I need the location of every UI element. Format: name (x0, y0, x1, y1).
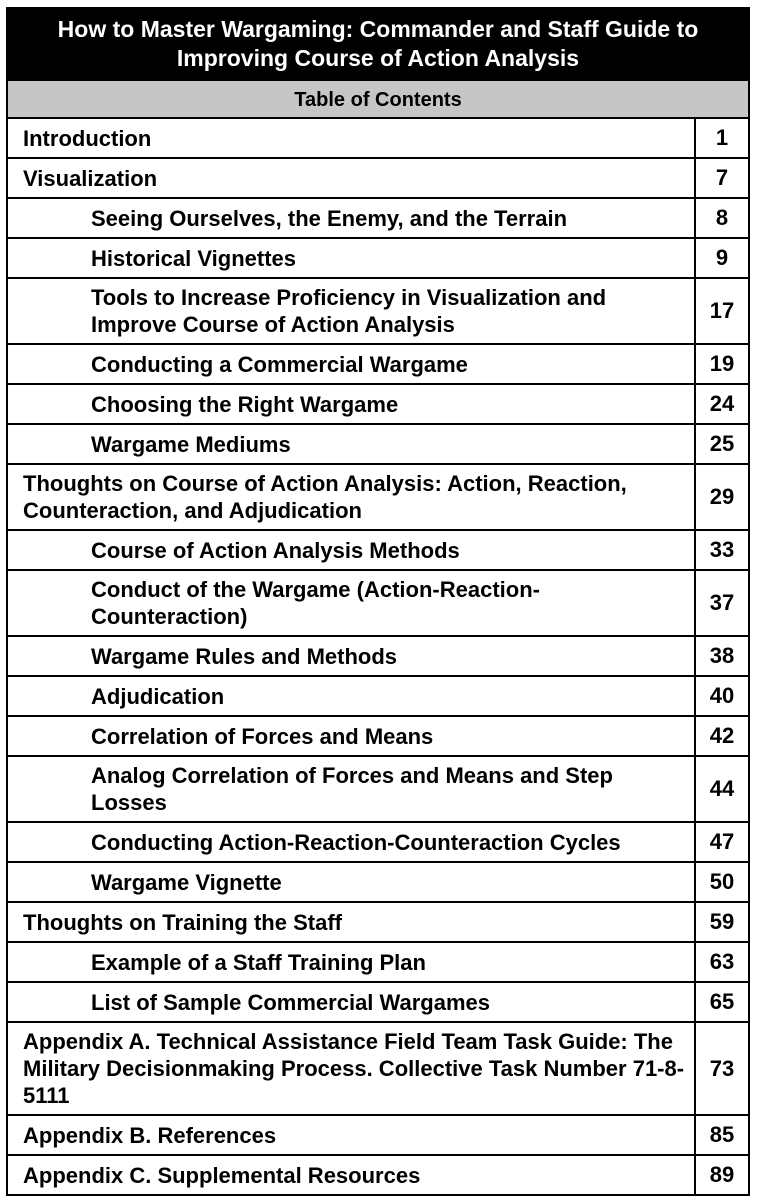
toc-page-number: 1 (715, 125, 729, 150)
toc-row[interactable] (8, 755, 748, 821)
toc-page-number: 85 (709, 1122, 735, 1147)
toc-entry-label[interactable]: Course of Action Analysis Methods (8, 531, 696, 569)
toc-entry-label[interactable]: Wargame Vignette (8, 863, 696, 901)
toc-row[interactable] (8, 117, 748, 157)
toc-page-number: 65 (709, 989, 735, 1014)
document-title-line-1: How to Master Wargaming: Commander and Staff Guide to (57, 16, 699, 42)
toc-page-number: 63 (709, 949, 735, 974)
toc-row[interactable] (8, 1114, 748, 1154)
toc-page-number: 29 (709, 484, 735, 509)
toc-page-number: 24 (709, 391, 735, 416)
toc-page-number: 89 (709, 1162, 735, 1187)
toc-entry-label[interactable]: Correlation of Forces and Means (8, 717, 696, 755)
toc-row[interactable] (8, 675, 748, 715)
toc-row[interactable] (8, 197, 748, 237)
toc-row[interactable] (8, 1021, 748, 1114)
toc-row[interactable] (8, 529, 748, 569)
toc-row[interactable] (8, 423, 748, 463)
toc-row[interactable] (8, 901, 748, 941)
toc-page-number: 17 (709, 298, 735, 323)
toc-entry-label[interactable]: Thoughts on Training the Staff (8, 903, 696, 941)
toc-row[interactable] (8, 981, 748, 1021)
toc-page-number: 40 (709, 683, 735, 708)
toc-row[interactable] (8, 1154, 748, 1194)
toc-entry-label[interactable]: Wargame Mediums (8, 425, 696, 463)
toc-entry-label[interactable]: Choosing the Right Wargame (8, 385, 696, 423)
toc-heading: Table of Contents (8, 79, 748, 117)
toc-entry-label[interactable]: Conducting a Commercial Wargame (8, 345, 696, 383)
toc-page-number: 50 (709, 869, 735, 894)
toc-entry-label[interactable]: Appendix A. Technical Assistance Field Team Task Guide: The Military Decisionmaking Process. Collective Task Number 71-8-5111 (8, 1023, 696, 1114)
toc-entry-label[interactable]: Thoughts on Course of Action Analysis: Action, Reaction, Counteraction, and Adjudication (8, 465, 696, 529)
document-title-line-2: Improving Course of Action Analysis (176, 45, 580, 71)
toc-entry-label[interactable]: Analog Correlation of Forces and Means and Step Losses (8, 757, 696, 821)
document-title (8, 9, 748, 79)
toc-entry-label[interactable]: Appendix B. References (8, 1116, 696, 1154)
toc-page-number: 19 (709, 351, 735, 376)
toc-entry-label[interactable]: Introduction (8, 119, 696, 157)
toc-entry-label[interactable]: Conducting Action-Reaction-Counteraction Cycles (8, 823, 696, 861)
toc-row[interactable] (8, 277, 748, 343)
toc-page-number: 8 (715, 205, 729, 230)
toc-page-number: 42 (709, 723, 735, 748)
toc-row[interactable] (8, 861, 748, 901)
toc-entry-label[interactable]: List of Sample Commercial Wargames (8, 983, 696, 1021)
toc-row[interactable] (8, 343, 748, 383)
toc-row[interactable] (8, 821, 748, 861)
toc-page-number: 33 (709, 537, 735, 562)
toc-entry-label[interactable]: Appendix C. Supplemental Resources (8, 1156, 696, 1194)
toc-page-number: 9 (715, 245, 729, 270)
toc-entry-label[interactable]: Adjudication (8, 677, 696, 715)
toc-page-number: 44 (709, 776, 735, 801)
toc-row[interactable] (8, 157, 748, 197)
toc-entry-label[interactable]: Seeing Ourselves, the Enemy, and the Terrain (8, 199, 696, 237)
toc-page-number: 37 (709, 590, 735, 615)
toc-page-number: 25 (709, 431, 735, 456)
toc-row[interactable] (8, 715, 748, 755)
toc-entry-label[interactable]: Historical Vignettes (8, 239, 696, 277)
toc-entry-label[interactable]: Visualization (8, 159, 696, 197)
toc-row[interactable] (8, 941, 748, 981)
toc-row[interactable] (8, 237, 748, 277)
toc-page-number: 73 (709, 1055, 735, 1081)
toc-row[interactable] (8, 569, 748, 635)
toc-entries (8, 117, 748, 1194)
toc-page-number: 7 (715, 165, 729, 190)
toc-entry-label[interactable]: Conduct of the Wargame (Action-Reaction-Counteraction) (8, 571, 696, 635)
toc-page-number: 47 (709, 829, 735, 854)
toc-entry-label[interactable]: Example of a Staff Training Plan (8, 943, 696, 981)
toc-row[interactable] (8, 463, 748, 529)
toc-entry-label[interactable]: Tools to Increase Proficiency in Visualization and Improve Course of Action Analysis (8, 279, 696, 343)
toc-page-number: 59 (709, 909, 735, 934)
toc-row[interactable] (8, 635, 748, 675)
toc-row[interactable] (8, 383, 748, 423)
toc-entry-label[interactable]: Wargame Rules and Methods (8, 637, 696, 675)
table-of-contents (6, 7, 750, 1196)
toc-page-number: 38 (709, 643, 735, 668)
